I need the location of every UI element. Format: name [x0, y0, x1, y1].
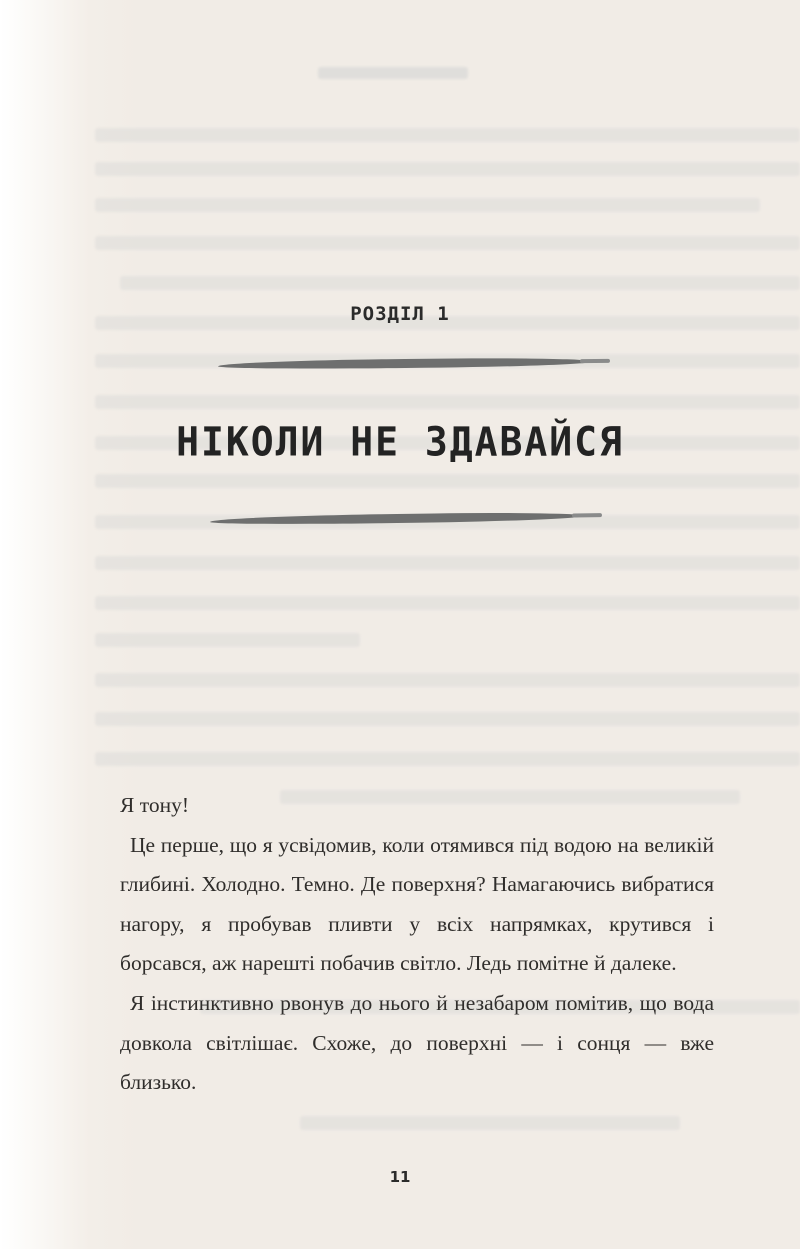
bleed-through-line — [95, 633, 360, 647]
bleed-through-header — [318, 67, 468, 79]
bleed-through-line — [95, 673, 800, 687]
page-number: 11 — [389, 1168, 411, 1186]
bleed-through-line — [95, 236, 800, 250]
bleed-through-line — [95, 162, 800, 176]
bleed-through-line — [95, 474, 800, 488]
paragraph: Це перше, що я усвідомив, коли отямився під водою на великій глибині. Холодно. Темно. Де поверхня? Намагаючись вибратися нагору, я пробував пливти у всіх напрямках, крутився і борсався, аж нарешті побачив світло. Ледь помітне й далеке. — [120, 832, 714, 976]
bleed-through-line — [95, 395, 800, 409]
bleed-through-line — [95, 556, 800, 570]
chapter-title: НІКОЛИ НЕ ЗДАВАЙСЯ — [176, 418, 624, 466]
paragraph: Я інстинктивно рвонув до нього й незабаром помітив, що вода довкола світлішає. Схоже, до поверхні — і сонця — вже близько. — [120, 990, 714, 1095]
chapter-label: РОЗДІЛ 1 — [350, 303, 450, 325]
paragraph: Я тону! — [120, 793, 189, 817]
chapter-body — [120, 786, 714, 1103]
bleed-through-line — [300, 1116, 680, 1130]
bleed-through-line — [95, 752, 800, 766]
bleed-through-line — [95, 596, 800, 610]
bleed-through-line — [120, 276, 800, 290]
bleed-through-line — [95, 128, 800, 142]
bleed-through-line — [95, 198, 760, 212]
bleed-through-line — [95, 712, 800, 726]
